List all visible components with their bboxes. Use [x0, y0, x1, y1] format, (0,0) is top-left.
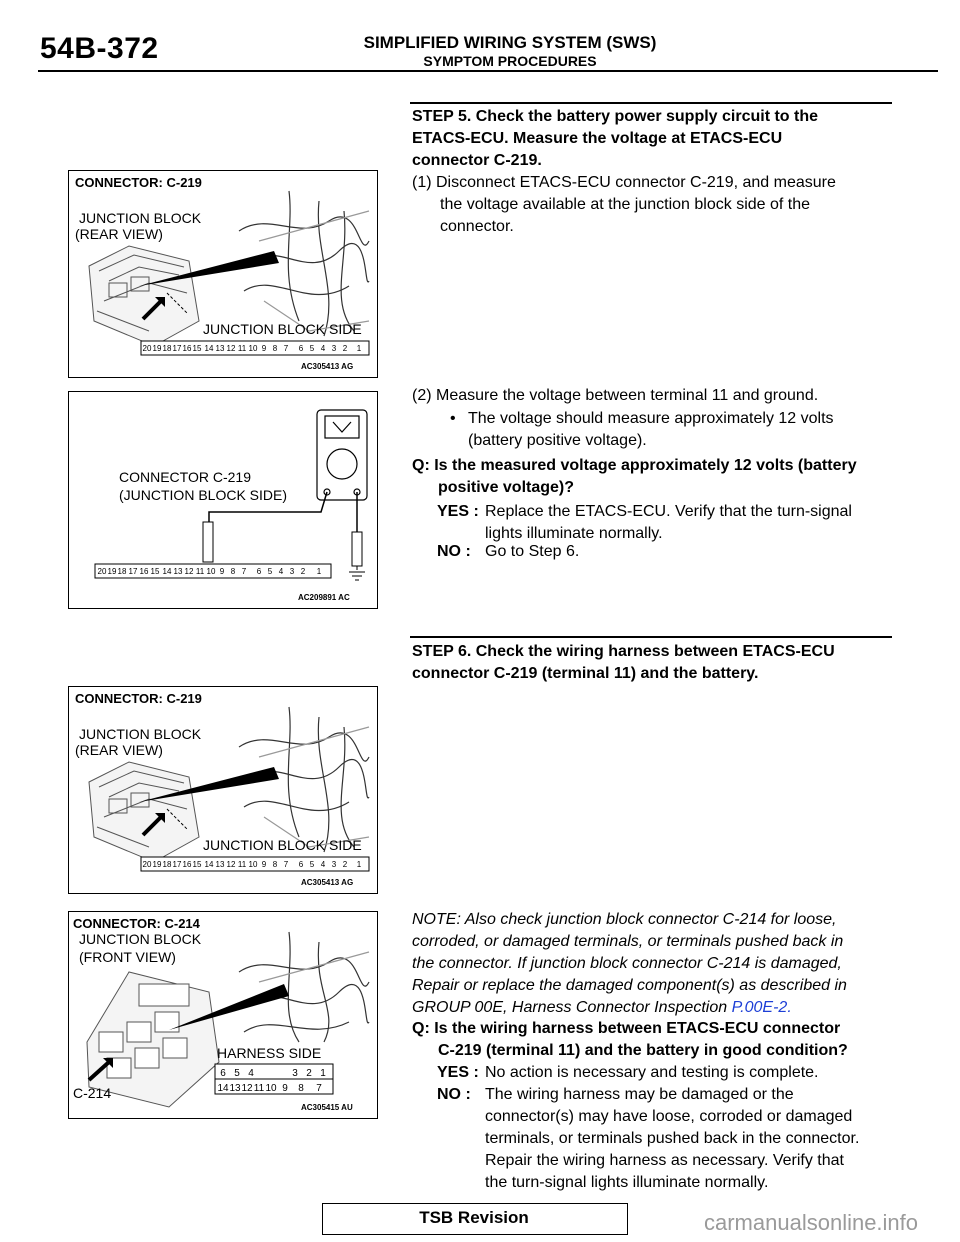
- svg-text:18: 18: [162, 344, 172, 353]
- svg-text:8: 8: [272, 860, 278, 869]
- footer-revision: TSB Revision: [419, 1208, 529, 1227]
- step5-yes-answer: YES : Replace the ETACS-ECU. Verify that the turn-signal lights illuminate normally.: [437, 503, 852, 542]
- section-subtitle: SYMPTOM PROCEDURES: [423, 53, 597, 69]
- svg-text:4: 4: [278, 567, 284, 576]
- step6-no-answer: NO : The wiring harness may be damaged or the connector(s) may have loose, corroded or damaged terminals, or terminals pushed back in the connector. Repair the wiring harness as necessary. Verify that the turn-signal lights illuminate normally.: [437, 1086, 860, 1191]
- svg-text:19: 19: [152, 860, 162, 869]
- step5-bullet: • The voltage should measure approximately 12 volts (battery positive voltage).: [450, 410, 834, 449]
- svg-text:5: 5: [309, 860, 315, 869]
- svg-text:10: 10: [206, 567, 216, 576]
- figure-connector-c214-front: [68, 911, 378, 1119]
- svg-text:11: 11: [237, 860, 247, 869]
- svg-text:2: 2: [342, 860, 348, 869]
- svg-text:3: 3: [331, 860, 337, 869]
- fig1-label2: (REAR VIEW): [75, 226, 163, 242]
- svg-text:17: 17: [128, 567, 138, 576]
- fig1-connector-label: CONNECTOR: C-219: [75, 175, 202, 190]
- svg-text:4: 4: [320, 860, 326, 869]
- svg-text:13: 13: [173, 567, 183, 576]
- svg-text:20: 20: [97, 567, 107, 576]
- step6-title: STEP 6. Check the wiring harness between ETACS-ECU connector C-219 (terminal 11) and the battery.: [412, 643, 835, 682]
- svg-text:12: 12: [226, 344, 236, 353]
- svg-text:8: 8: [298, 1083, 304, 1094]
- page-number: 54B-372: [40, 32, 159, 65]
- svg-text:7: 7: [283, 860, 289, 869]
- svg-text:12: 12: [226, 860, 236, 869]
- svg-text:3: 3: [331, 344, 337, 353]
- svg-text:14: 14: [204, 860, 214, 869]
- probe-right: [352, 532, 362, 566]
- step5-divider: [410, 102, 892, 104]
- svg-text:11: 11: [195, 567, 205, 576]
- fig2-label2: (JUNCTION BLOCK SIDE): [119, 487, 288, 503]
- svg-text:6: 6: [220, 1068, 226, 1079]
- step6-divider: [410, 636, 892, 638]
- connector-14-pin: [215, 1064, 333, 1094]
- fig2-label1: CONNECTOR C-219: [119, 469, 251, 485]
- svg-text:17: 17: [172, 344, 182, 353]
- fig4-connector-label: CONNECTOR: C-214: [73, 916, 200, 931]
- svg-text:9: 9: [261, 344, 267, 353]
- figure-connector-c219-rear: [68, 170, 378, 378]
- svg-text:13: 13: [229, 1083, 241, 1094]
- svg-text:6: 6: [298, 344, 304, 353]
- fig4-label1: JUNCTION BLOCK: [79, 931, 202, 947]
- step6-note: NOTE: Also check junction block connector C-214 for loose, corroded, or damaged terminals, or terminals pushed back in the connector. If junction block connector C-214 is damaged, Repair or replace the damaged component(s) as described in GROUP 00E, Harness Connector Inspection P.00E-2.: [412, 911, 847, 1016]
- svg-text:6: 6: [256, 567, 262, 576]
- voltmeter-icon: [317, 410, 367, 500]
- fig3-label2: (REAR VIEW): [75, 742, 163, 758]
- fig3-connector-label: CONNECTOR: C-219: [75, 691, 202, 706]
- svg-text:20: 20: [142, 344, 152, 353]
- fig4-side-label: HARNESS SIDE: [217, 1045, 322, 1061]
- section-title: SIMPLIFIED WIRING SYSTEM (SWS): [363, 33, 657, 52]
- svg-text:9: 9: [282, 1083, 288, 1094]
- svg-text:7: 7: [241, 567, 247, 576]
- ground-icon: [349, 566, 365, 580]
- svg-text:12: 12: [241, 1083, 253, 1094]
- step5-title: STEP 5. Check the battery power supply circuit to the ETACS-ECU. Measure the voltage at ETACS-ECU connector C-219.: [412, 108, 819, 169]
- fig1-code: AC305413 AG: [301, 362, 354, 371]
- fig3-code: AC305413 AG: [301, 878, 354, 887]
- svg-text:15: 15: [192, 344, 202, 353]
- svg-text:2: 2: [300, 567, 306, 576]
- connector-pin-row-2: [95, 564, 331, 578]
- watermark: carmanualsonline.info: [704, 1210, 919, 1235]
- svg-text:2: 2: [342, 344, 348, 353]
- svg-text:15: 15: [150, 567, 160, 576]
- svg-text:9: 9: [219, 567, 225, 576]
- svg-text:5: 5: [267, 567, 273, 576]
- svg-text:10: 10: [265, 1083, 277, 1094]
- svg-text:15: 15: [192, 860, 202, 869]
- svg-text:5: 5: [234, 1068, 240, 1079]
- figure-connector-c219-rear-2: [68, 686, 378, 894]
- connector-pin-row-3: [141, 857, 369, 871]
- svg-text:3: 3: [292, 1068, 298, 1079]
- svg-text:14: 14: [162, 567, 172, 576]
- svg-text:13: 13: [215, 344, 225, 353]
- fig3-side-label: JUNCTION BLOCK SIDE: [203, 837, 362, 853]
- svg-text:1: 1: [356, 344, 362, 353]
- fig4-callout: C-214: [73, 1085, 112, 1101]
- svg-text:8: 8: [230, 567, 236, 576]
- figure-voltage-measure: [68, 391, 378, 609]
- svg-text:18: 18: [117, 567, 127, 576]
- svg-text:12: 12: [184, 567, 194, 576]
- header-divider: [38, 70, 938, 72]
- svg-text:16: 16: [182, 344, 192, 353]
- step5-no-answer: NO : Go to Step 6.: [437, 543, 580, 560]
- svg-text:13: 13: [215, 860, 225, 869]
- svg-text:10: 10: [248, 860, 258, 869]
- svg-text:10: 10: [248, 344, 258, 353]
- svg-text:1: 1: [320, 1068, 326, 1079]
- step5-substep-2: (2) Measure the voltage between terminal 11 and ground.: [412, 387, 819, 404]
- svg-text:14: 14: [204, 344, 214, 353]
- svg-text:11: 11: [253, 1083, 265, 1094]
- svg-text:4: 4: [320, 344, 326, 353]
- svg-text:6: 6: [298, 860, 304, 869]
- svg-text:19: 19: [152, 344, 162, 353]
- fig3-label1: JUNCTION BLOCK: [79, 726, 202, 742]
- probe-left: [203, 522, 213, 562]
- fig2-code: AC209891 AC: [298, 593, 350, 602]
- svg-text:16: 16: [139, 567, 149, 576]
- svg-text:8: 8: [272, 344, 278, 353]
- svg-text:11: 11: [237, 344, 247, 353]
- step6-question: Q: Is the wiring harness between ETACS-ECU connector C-219 (terminal 11) and the battery in good condition?: [412, 1020, 848, 1059]
- svg-text:19: 19: [107, 567, 117, 576]
- inspection-link[interactable]: P.00E-2.: [731, 999, 792, 1016]
- step5-substep-1: (1) Disconnect ETACS-ECU connector C-219, and measure the voltage available at the junction block side of the connector.: [412, 174, 836, 235]
- svg-text:20: 20: [142, 860, 152, 869]
- svg-text:3: 3: [289, 567, 295, 576]
- step6-yes-answer: YES : No action is necessary and testing is complete.: [437, 1064, 819, 1081]
- svg-text:7: 7: [316, 1083, 322, 1094]
- svg-text:9: 9: [261, 860, 267, 869]
- svg-text:16: 16: [182, 860, 192, 869]
- svg-text:17: 17: [172, 860, 182, 869]
- svg-text:4: 4: [248, 1068, 254, 1079]
- fig4-label2: (FRONT VIEW): [79, 949, 176, 965]
- svg-text:18: 18: [162, 860, 172, 869]
- connector-pin-row: [141, 341, 369, 355]
- fig4-code: AC305415 AU: [301, 1103, 353, 1112]
- svg-text:1: 1: [316, 567, 322, 576]
- junction-block-drawing: [89, 246, 199, 346]
- svg-text:5: 5: [309, 344, 315, 353]
- fig1-side-label: JUNCTION BLOCK SIDE: [203, 321, 362, 337]
- step5-question: Q: Is the measured voltage approximately 12 volts (battery positive voltage)?: [412, 457, 857, 496]
- svg-text:1: 1: [356, 860, 362, 869]
- fig1-label1: JUNCTION BLOCK: [79, 210, 202, 226]
- svg-text:2: 2: [306, 1068, 312, 1079]
- svg-text:14: 14: [217, 1083, 229, 1094]
- svg-text:7: 7: [283, 344, 289, 353]
